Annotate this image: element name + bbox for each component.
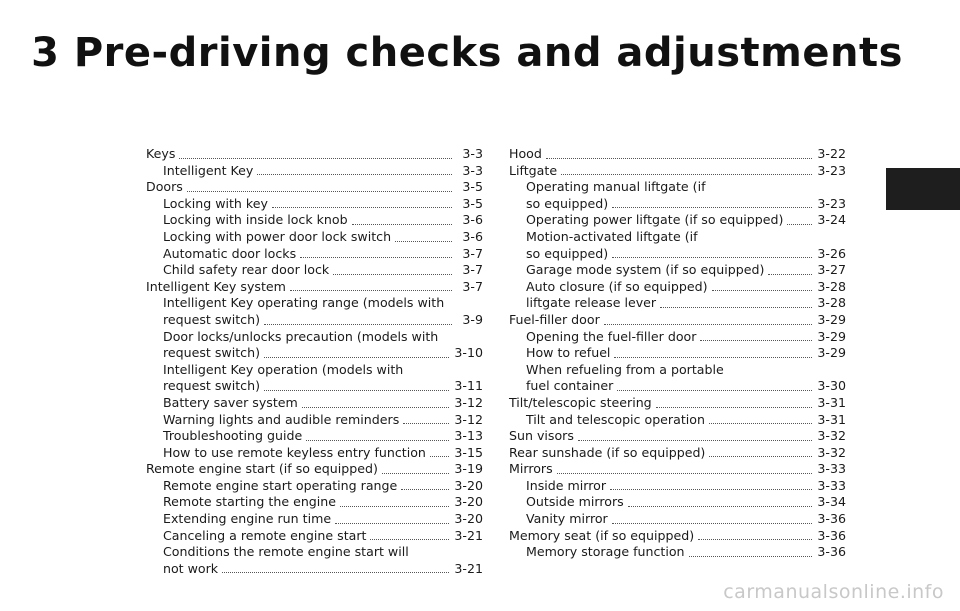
toc-page-number: 3-32 (817, 444, 846, 460)
toc-page-number: 3-36 (817, 527, 846, 543)
dot-leader (660, 306, 812, 308)
toc-entry-label: Locking with inside lock knob (163, 212, 348, 228)
toc-entry-label: not work (163, 560, 219, 576)
toc-column-right (509, 146, 846, 561)
toc-page-number: 3-21 (454, 527, 483, 543)
toc-entry-label: Tilt and telescopic operation (526, 411, 705, 427)
toc-subsection-entry[interactable] (146, 246, 483, 263)
toc-entry-label: Canceling a remote engine start (163, 527, 367, 543)
toc-page-number: 3-29 (817, 345, 846, 361)
toc-entry-line: Motion-activated liftgate (if (526, 228, 698, 244)
chapter-tab (886, 168, 960, 210)
dot-leader (768, 273, 812, 275)
toc-page-number: 3-15 (454, 444, 483, 460)
toc-entry-label: Outside mirrors (526, 494, 624, 510)
toc-entry-label: Remote engine start (if so equipped) (146, 461, 378, 477)
toc-page-number: 3-36 (817, 544, 846, 560)
dot-leader (290, 289, 452, 291)
dot-leader (272, 206, 452, 208)
toc-page-number: 3-26 (817, 245, 846, 261)
dot-leader (222, 571, 449, 573)
page-title: 3 Pre-driving checks and adjustments (31, 30, 903, 76)
dot-leader (604, 323, 813, 325)
dot-leader (617, 389, 812, 391)
dot-leader (302, 406, 450, 408)
toc-subsection-entry[interactable] (146, 312, 483, 329)
toc-subsection-entry[interactable] (146, 196, 483, 213)
toc-subsection-entry[interactable] (509, 196, 846, 213)
toc-page-number: 3-3 (462, 146, 483, 161)
toc-section-entry[interactable] (509, 445, 846, 462)
toc-page-number: 3-19 (454, 461, 483, 477)
toc-entry-label: Opening the fuel-filler door (526, 328, 697, 344)
toc-page-number: 3-33 (817, 477, 846, 493)
toc-entry-label: Garage mode system (if so equipped) (526, 262, 765, 278)
toc-section-entry[interactable] (146, 279, 483, 296)
toc-page-number: 3-12 (454, 411, 483, 427)
toc-entry-label: Sun visors (509, 428, 574, 444)
toc-subsection-entry[interactable] (146, 428, 483, 445)
toc-subsection-entry[interactable] (146, 478, 483, 495)
toc-subsection-entry[interactable] (509, 412, 846, 429)
toc-page-number: 3-20 (454, 477, 483, 493)
toc-section-entry[interactable] (509, 428, 846, 445)
toc-page-number: 3-29 (817, 311, 846, 327)
toc-page-number: 3-3 (462, 162, 483, 178)
toc-entry-label: request switch) (163, 311, 260, 327)
toc-entry-label: liftgate release lever (526, 295, 657, 311)
toc-section-entry[interactable] (509, 461, 846, 478)
toc-page-number: 3-28 (817, 295, 846, 311)
toc-entry-label: Child safety rear door lock (163, 262, 330, 278)
dot-leader (395, 240, 452, 242)
toc-subsection-entry[interactable] (146, 262, 483, 279)
dot-leader (561, 173, 812, 175)
toc-entry-line: Operating manual liftgate (if (526, 179, 706, 195)
toc-page-number: 3-31 (817, 411, 846, 427)
toc-section-entry[interactable] (509, 163, 846, 180)
toc-page-number: 3-23 (817, 195, 846, 211)
toc-entry-label: Hood (509, 146, 542, 161)
toc-subsection-entry[interactable] (146, 561, 483, 578)
toc-entry-label: Auto closure (if so equipped) (526, 278, 708, 294)
toc-entry-label: Troubleshooting guide (163, 428, 303, 444)
toc-page-number: 3-32 (817, 428, 846, 444)
toc-subsection-entry[interactable] (146, 445, 483, 462)
toc-entry-label: request switch) (163, 378, 260, 394)
dot-leader (179, 157, 452, 159)
toc-page-number: 3-7 (462, 245, 483, 261)
toc-subsection-entry[interactable] (509, 511, 846, 528)
toc-page-number: 3-22 (817, 146, 846, 161)
toc-subsection-entry[interactable] (146, 345, 483, 362)
toc-subsection-entry[interactable] (146, 378, 483, 395)
toc-page-number: 3-12 (454, 394, 483, 410)
dot-leader (333, 273, 452, 275)
toc-entry-label: fuel container (526, 378, 614, 394)
toc-page-number: 3-21 (454, 560, 483, 576)
toc-page-number: 3-7 (462, 262, 483, 278)
toc-page-number: 3-20 (454, 511, 483, 527)
dot-leader (709, 422, 812, 424)
dot-leader (612, 522, 813, 524)
toc-subsection-entry[interactable] (509, 494, 846, 511)
toc-entry-line: Conditions the remote engine start will (163, 544, 409, 560)
toc-subsection-entry[interactable] (146, 395, 483, 412)
toc-page-number: 3-28 (817, 278, 846, 294)
toc-section-entry[interactable] (146, 461, 483, 478)
toc-subsection-entry[interactable] (146, 528, 483, 545)
toc-entry-label: Inside mirror (526, 477, 607, 493)
dot-leader (257, 173, 452, 175)
toc-subsection-entry[interactable] (146, 511, 483, 528)
dot-leader (612, 206, 812, 208)
dot-leader (700, 339, 812, 341)
dot-leader (370, 538, 449, 540)
toc-column-left (146, 146, 483, 577)
dot-leader (300, 256, 452, 258)
toc-entry-label: Tilt/telescopic steering (509, 394, 652, 410)
toc-page-number: 3-36 (817, 511, 846, 527)
toc-section-entry[interactable] (146, 179, 483, 196)
toc-section-entry[interactable] (146, 146, 483, 163)
toc-subsection-entry[interactable] (146, 212, 483, 229)
dot-leader (712, 289, 813, 291)
dot-leader (187, 190, 452, 192)
toc-subsection-entry[interactable] (509, 246, 846, 263)
toc-entry-label: How to use remote keyless entry function (163, 444, 426, 460)
toc-entry-label: Warning lights and audible reminders (163, 411, 400, 427)
toc-page-number: 3-27 (817, 262, 846, 278)
toc-entry-label: Vanity mirror (526, 511, 608, 527)
toc-page-number: 3-33 (817, 461, 846, 477)
toc-entry-line: Intelligent Key operation (models with (163, 361, 404, 377)
dot-leader (656, 406, 813, 408)
toc-subsection-entry[interactable] (509, 345, 846, 362)
toc-entry-label: Memory storage function (526, 544, 685, 560)
toc-entry-label: Automatic door locks (163, 245, 297, 261)
toc-entry-label: Doors (146, 179, 183, 195)
dot-leader (264, 323, 452, 325)
toc-page-number: 3-7 (462, 278, 483, 294)
toc-subsection-entry[interactable] (509, 544, 846, 561)
toc-subsection-entry[interactable] (146, 412, 483, 429)
dot-leader (614, 356, 812, 358)
toc-page-number: 3-5 (462, 179, 483, 195)
dot-leader (382, 472, 450, 474)
toc-page-number: 3-20 (454, 494, 483, 510)
toc-subsection-entry[interactable] (509, 262, 846, 279)
dot-leader (612, 256, 812, 258)
dot-leader (787, 223, 812, 225)
dot-leader (352, 223, 452, 225)
toc-entry-label: Intelligent Key (163, 162, 254, 178)
dot-leader (401, 488, 449, 490)
toc-page-number: 3-6 (462, 212, 483, 228)
toc-entry-label: Intelligent Key system (146, 278, 286, 294)
toc-section-entry[interactable] (509, 312, 846, 329)
toc-subsection-entry[interactable] (509, 329, 846, 346)
dot-leader (709, 455, 812, 457)
toc-page-number: 3-34 (817, 494, 846, 510)
dot-leader (264, 356, 449, 358)
toc-page-number: 3-6 (462, 228, 483, 244)
dot-leader (546, 157, 813, 159)
toc-entry-label: How to refuel (526, 345, 611, 361)
toc-entry-line: Intelligent Key operating range (models with (163, 295, 445, 311)
toc-page-number: 3-29 (817, 328, 846, 344)
toc-subsection-entry[interactable] (509, 378, 846, 395)
toc-subsection-entry[interactable] (146, 229, 483, 246)
toc-page-number: 3-13 (454, 428, 483, 444)
toc-entry-label: Rear sunshade (if so equipped) (509, 444, 706, 460)
dot-leader (335, 522, 449, 524)
toc-entry-label: Keys (146, 146, 176, 161)
dot-leader (610, 488, 812, 490)
toc-entry-label: so equipped) (526, 195, 609, 211)
dot-leader (628, 505, 813, 507)
watermark: carmanualsonline.info (723, 581, 944, 603)
dot-leader (557, 472, 813, 474)
toc-entry-label: so equipped) (526, 245, 609, 261)
toc-section-entry[interactable] (509, 528, 846, 545)
toc-subsection-entry[interactable] (509, 295, 846, 312)
toc-entry-line: When refueling from a portable (526, 361, 724, 377)
toc-page-number: 3-23 (817, 162, 846, 178)
dot-leader (306, 439, 449, 441)
toc-subsection-entry[interactable] (509, 212, 846, 229)
dot-leader (689, 555, 813, 557)
toc-entry-label: Locking with power door lock switch (163, 228, 392, 244)
toc-entry-label: Locking with key (163, 195, 268, 211)
toc-entry-label: Battery saver system (163, 394, 298, 410)
toc-page-number: 3-10 (454, 345, 483, 361)
dot-leader (698, 538, 812, 540)
toc-page-number: 3-30 (817, 378, 846, 394)
toc-entry-label: Remote starting the engine (163, 494, 337, 510)
toc-subsection-entry[interactable] (509, 478, 846, 495)
toc-entry-label: request switch) (163, 345, 260, 361)
toc-page-number: 3-9 (462, 311, 483, 327)
dot-leader (430, 455, 450, 457)
dot-leader (578, 439, 812, 441)
dot-leader (340, 505, 449, 507)
toc-page-number: 3-11 (454, 378, 483, 394)
toc-entry-line: Door locks/unlocks precaution (models with (163, 328, 439, 344)
toc-entry-label: Remote engine start operating range (163, 477, 398, 493)
toc-subsection-entry[interactable] (509, 279, 846, 296)
toc-entry-label: Fuel-filler door (509, 311, 600, 327)
dot-leader (403, 422, 449, 424)
toc-page-number: 3-31 (817, 394, 846, 410)
toc-entry-label: Liftgate (509, 162, 558, 178)
toc-entry-label: Extending engine run time (163, 511, 332, 527)
toc-entry-label: Operating power liftgate (if so equipped) (526, 212, 784, 228)
toc-section-entry[interactable] (509, 395, 846, 412)
toc-subsection-entry[interactable] (146, 494, 483, 511)
toc-page-number: 3-24 (817, 212, 846, 228)
toc-entry-label: Memory seat (if so equipped) (509, 527, 695, 543)
toc-page-number: 3-5 (462, 195, 483, 211)
dot-leader (264, 389, 449, 391)
toc-entry-label: Mirrors (509, 461, 553, 477)
toc-subsection-entry[interactable] (146, 163, 483, 180)
toc-section-entry[interactable] (509, 146, 846, 163)
